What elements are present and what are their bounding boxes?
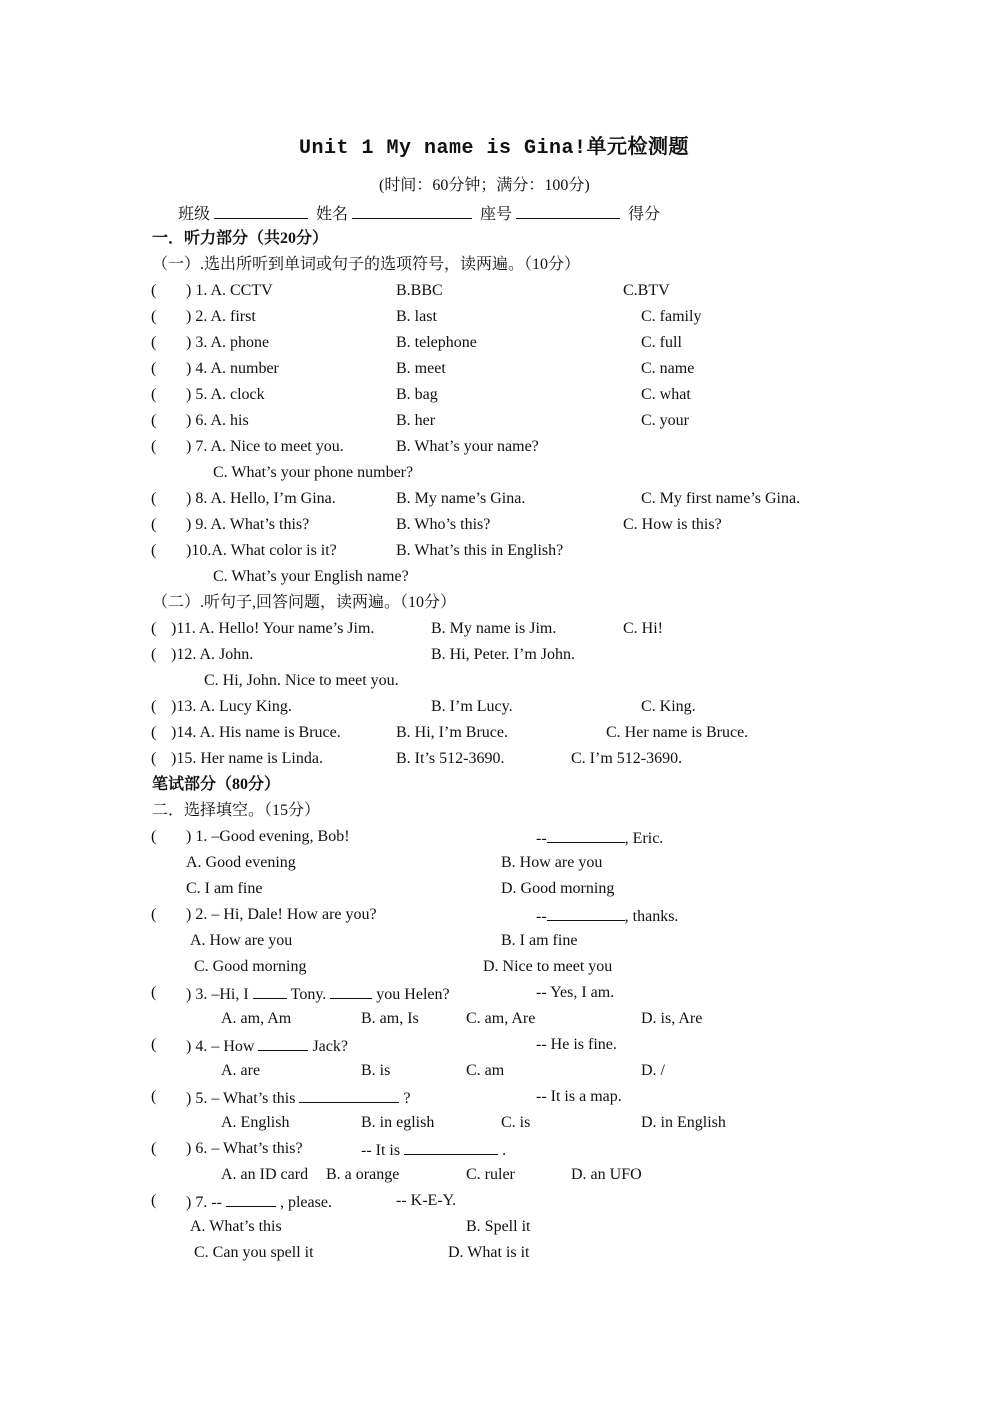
option-b: B. is (361, 1062, 391, 1079)
option-c: C. ruler (466, 1166, 515, 1183)
option-b: B. am, Is (361, 1010, 419, 1027)
option-b: B. last (396, 308, 437, 325)
answer-paren: ( (151, 646, 157, 663)
answer-paren: ( (151, 386, 157, 403)
fill-blank[interactable] (547, 827, 625, 843)
option-c: C. King. (641, 698, 696, 715)
response-line: -- K-E-Y. (396, 1192, 457, 1209)
option-b: B. her (396, 412, 436, 429)
fill-blank[interactable] (547, 905, 625, 921)
option-b: B. My name is Jim. (431, 620, 557, 637)
question-14: )14. A. His name is Bruce. (171, 724, 341, 741)
answer-paren: ( (151, 490, 157, 507)
question-3: ) 3. A. phone (186, 334, 270, 351)
option-c: C. What’s your English name? (213, 568, 409, 585)
answer-paren: ( (151, 1140, 157, 1157)
fill-blank[interactable] (404, 1139, 498, 1155)
question-8: ) 8. A. Hello, I’m Gina. (186, 490, 336, 507)
option-c: C. full (641, 334, 682, 351)
option-a: A. How are you (190, 932, 293, 949)
option-d: D. is, Are (641, 1010, 703, 1027)
class-label: 班级 (178, 206, 211, 223)
exam-subtitle: (时间：60分钟；满分：100分) (379, 177, 590, 194)
answer-paren: ( (151, 1192, 157, 1209)
question-9: ) 9. A. What’s this? (186, 516, 310, 533)
question-13: )13. A. Lucy King. (171, 698, 292, 715)
score-label: 得分 (628, 206, 661, 223)
option-b: B. a orange (326, 1166, 400, 1183)
option-c: C. Good morning (194, 958, 307, 975)
page-title: Unit 1 My name is Gina!单元检测题 (299, 137, 690, 160)
option-c: C. Her name is Bruce. (606, 724, 749, 741)
answer-paren: ( (151, 828, 157, 845)
response-line: -- It is . (361, 1139, 506, 1161)
question-11: )11. A. Hello! Your name’s Jim. (171, 620, 375, 637)
question-2: ) 2. A. first (186, 308, 256, 325)
answer-paren: ( (151, 698, 157, 715)
choice-question-7: ) 7. -- , please. (186, 1191, 332, 1213)
section2-heading: 二．选择填空。（15分） (152, 802, 321, 819)
answer-paren: ( (151, 1088, 157, 1105)
option-b: B. I’m Lucy. (431, 698, 513, 715)
response-line: -- , thanks. (536, 905, 678, 927)
option-b: B. It’s 512-3690. (396, 750, 505, 767)
info-row (178, 203, 660, 225)
answer-paren: ( (151, 438, 157, 455)
option-c: C. Can you spell it (194, 1244, 314, 1261)
option-d: D. Nice to meet you (483, 958, 613, 975)
option-d: D. Good morning (501, 880, 615, 897)
option-c: C. is (501, 1114, 531, 1131)
option-d: D. in English (641, 1114, 726, 1131)
question-7: ) 7. A. Nice to meet you. (186, 438, 344, 455)
option-c: C. I’m 512-3690. (571, 750, 683, 767)
choice-question-4: ) 4. – How Jack? (186, 1035, 348, 1057)
seat-blank[interactable] (516, 203, 620, 219)
fill-blank[interactable] (258, 1035, 308, 1051)
answer-paren: ( (151, 282, 157, 299)
response-line: -- It is a map. (536, 1088, 622, 1105)
question-4: ) 4. A. number (186, 360, 279, 377)
question-10: )10.A. What color is it? (186, 542, 337, 559)
option-b: B. Hi, Peter. I’m John. (431, 646, 575, 663)
choice-question-1: ) 1. –Good evening, Bob! (186, 828, 350, 845)
answer-paren: ( (151, 1036, 157, 1053)
fill-blank[interactable] (330, 983, 372, 999)
option-c: C. name (641, 360, 695, 377)
choice-question-3: ) 3. –Hi, I Tony. you Helen? (186, 983, 450, 1005)
question-6: ) 6. A. his (186, 412, 249, 429)
answer-paren: ( (151, 308, 157, 325)
option-c: C. am (466, 1062, 505, 1079)
option-a: A. an ID card (221, 1166, 309, 1183)
answer-paren: ( (151, 724, 157, 741)
option-b: B. What’s your name? (396, 438, 539, 455)
option-b: B. I am fine (501, 932, 578, 949)
fill-blank[interactable] (226, 1191, 276, 1207)
option-a: A. am, Am (221, 1010, 292, 1027)
option-c: C. what (641, 386, 691, 403)
option-c: C.BTV (623, 282, 670, 299)
option-b: B. Spell it (466, 1218, 531, 1235)
answer-paren: ( (151, 750, 157, 767)
fill-blank[interactable] (299, 1087, 399, 1103)
choice-question-2: ) 2. – Hi, Dale! How are you? (186, 906, 377, 923)
option-c: C. am, Are (466, 1010, 536, 1027)
part1-heading: （一）.选出所听到单词或句子的选项符号，读两遍。（10分） (152, 256, 581, 273)
name-blank[interactable] (352, 203, 472, 219)
option-c: C. I am fine (186, 880, 263, 897)
answer-paren: ( (151, 906, 157, 923)
option-d: D. / (641, 1062, 665, 1079)
listening-heading: 一．听力部分（共20分） (152, 230, 329, 247)
choice-question-5: ) 5. – What’s this ? (186, 1087, 411, 1109)
option-b: B. Who’s this? (396, 516, 491, 533)
response-line: -- He is fine. (536, 1036, 617, 1053)
option-a: A. Good evening (186, 854, 296, 871)
question-1: ) 1. A. CCTV (186, 282, 273, 299)
option-b: B. telephone (396, 334, 477, 351)
option-b: B. My name’s Gina. (396, 490, 526, 507)
option-c: C. family (641, 308, 702, 325)
option-a: A. What’s this (190, 1218, 282, 1235)
option-b: B.BBC (396, 282, 443, 299)
response-line: -- , Eric. (536, 827, 663, 849)
written-heading: 笔试部分（80分） (152, 776, 281, 793)
question-5: ) 5. A. clock (186, 386, 265, 403)
part2-heading: （二）.听句子,回答问题，读两遍。（10分） (152, 594, 457, 611)
choice-question-6: ) 6. – What’s this? (186, 1140, 303, 1157)
fill-blank[interactable] (253, 983, 287, 999)
option-c: C. Hi, John. Nice to meet you. (204, 672, 399, 689)
option-a: A. are (221, 1062, 261, 1079)
option-b: B. meet (396, 360, 446, 377)
answer-paren: ( (151, 620, 157, 637)
answer-paren: ( (151, 516, 157, 533)
option-c: C. How is this? (623, 516, 722, 533)
option-b: B. Hi, I’m Bruce. (396, 724, 508, 741)
option-c: C. your (641, 412, 689, 429)
option-b: B. bag (396, 386, 438, 403)
option-c: C. Hi! (623, 620, 663, 637)
option-b: B. What’s this in English? (396, 542, 564, 559)
question-12: )12. A. John. (171, 646, 254, 663)
option-a: A. English (221, 1114, 290, 1131)
answer-paren: ( (151, 984, 157, 1001)
option-c: C. My first name’s Gina. (641, 490, 801, 507)
option-c: C. What’s your phone number? (213, 464, 414, 481)
option-d: D. an UFO (571, 1166, 642, 1183)
name-label: 姓名 (316, 206, 349, 223)
seat-label: 座号 (480, 206, 513, 223)
response-line: -- Yes, I am. (536, 984, 615, 1001)
option-b: B. in eglish (361, 1114, 435, 1131)
answer-paren: ( (151, 542, 157, 559)
answer-paren: ( (151, 412, 157, 429)
answer-paren: ( (151, 334, 157, 351)
answer-paren: ( (151, 360, 157, 377)
option-b: B. How are you (501, 854, 603, 871)
option-d: D. What is it (448, 1244, 530, 1261)
question-15: )15. Her name is Linda. (171, 750, 323, 767)
class-blank[interactable] (214, 203, 308, 219)
